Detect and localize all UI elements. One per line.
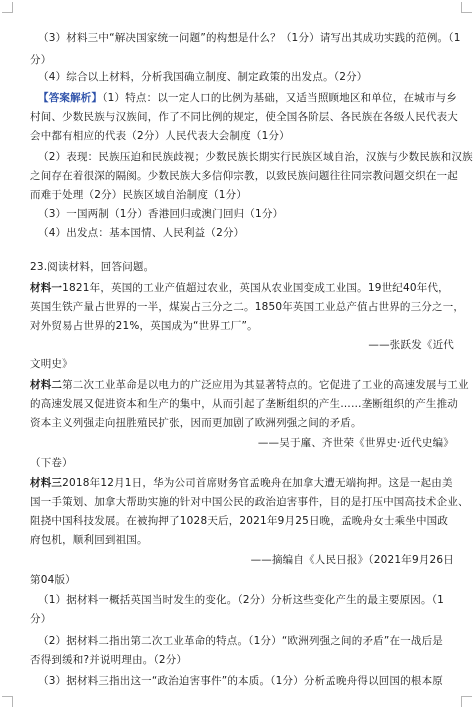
- question-23-heading: 23.阅读材料，回答问题。: [30, 261, 155, 273]
- sub-question-3: （3）据材料三指出这一“政治迫害事件”的本质。（1分）分析孟晚舟得以回国的根本原: [38, 675, 443, 687]
- material-3-line: 府包机，顺利回到祖国。: [30, 534, 148, 546]
- material-3-line: [30, 476, 454, 490]
- material-2-line: 的高速发展又促进资本和生产的集中，从而引起了垄断组织的产生……垄断组织的产生推动: [30, 398, 458, 410]
- answer-analysis-line: [38, 91, 457, 105]
- sub-question-1: （1）据材料一概括英国当时发生的变化。（2分）分析这些变化产生的最主要原因。（1: [38, 594, 445, 606]
- source-citation-cont: （下卷）: [30, 457, 73, 469]
- answer-text-line: （4）出发点：基本国情、人民利益（2分）: [38, 227, 245, 239]
- material-1-line: 对外贸易占世界的21%，英国成为“世界工厂”。: [30, 320, 258, 332]
- material-text: 1821年，英国的工业产值超过农业，英国从农业国变成工业国。19世纪40年代，: [62, 282, 449, 294]
- answer-text-line: 之间存在着很深的隔阂。少数民族大多信仰宗教，以致民族问题往往同宗教问题交织在一起: [30, 170, 458, 182]
- material-3-line: 阻挠中国科技发展。在被拘押了1028天后，2021年9月25日晚，孟晚舟女士乘坐中国政: [30, 515, 449, 527]
- question-3-line-cont: 分）: [30, 54, 52, 66]
- material-label: 材料三: [30, 477, 63, 489]
- source-citation: ——吴于廑、齐世荣《世界史·近代史编》: [257, 437, 454, 449]
- material-label: 材料二: [30, 379, 63, 391]
- material-1-line: 英国生铁产量占世界的一半，煤炭占三分之二。1850年英国工业总产值占世界的三分之一，: [30, 301, 465, 313]
- material-label: 材料一: [30, 282, 63, 294]
- source-citation-cont: 文明史》: [30, 358, 73, 370]
- material-1-line: [30, 281, 454, 295]
- source-citation: ——张跃发《近代: [368, 339, 454, 351]
- material-2-line: 资本主义列强走向扭胜殖民扩张，因而更加剧了欧洲列强之间的矛盾。: [30, 417, 362, 429]
- answer-text-line: 会中都有相应的代表（2分）人民代表大会制度（1分）: [30, 130, 290, 142]
- corner-mark-bottom-left: [2, 696, 13, 707]
- material-text: 第二次工业革命是以电力的广泛应用为其显著特点的。它促进了工业的高速发展与工业: [62, 379, 469, 391]
- answer-analysis-tag: 【答案解析】: [38, 92, 103, 104]
- source-citation-cont: 第04版）: [30, 574, 76, 586]
- answer-text-line: （2）表现：民族压迫和民族歧视；少数民族长期实行民族区域自治，汉族与少数民族和汉族: [38, 151, 473, 163]
- material-text: 2018年12月1日，华为公司首席财务官孟晚舟在加拿大遭无端拘押。这是一起由美: [62, 477, 453, 489]
- answer-text-line: 而难于处理（2分）民族区域自治制度（1分）: [30, 189, 248, 201]
- material-2-line: [30, 378, 469, 392]
- corner-mark-bottom-right: [461, 696, 472, 707]
- answer-text-line: （3）一国两制（1分）香港回归或澳门回归（1分）: [38, 208, 284, 220]
- sub-question-1-cont: 分）: [30, 613, 52, 625]
- sub-question-2: （2）据材料二指出第二次工业革命的特点。（1分）“欧洲列强之间的矛盾”在一战后是: [38, 635, 443, 647]
- corner-mark-top-left: [2, 2, 13, 13]
- question-3-line: （3）材料三中“解决国家统一问题”的构想是什么？（1分）请写出其成功实践的范例。（1: [38, 32, 461, 44]
- corner-mark-top-right: [461, 2, 472, 13]
- answer-text-line: 村间、少数民族与汉族间，作了不同比例的规定，使全国各阶层、各民族在各级人民代表大: [30, 111, 458, 123]
- sub-question-2-cont: 否得到缓和?并说明理由。（2分）: [30, 654, 188, 666]
- question-4-line: （4）综合以上材料，分析我国确立制度、制定政策的出发点。（2分）: [38, 71, 368, 83]
- source-citation: ——摘编自《人民日报》（2021年9月26日: [250, 554, 454, 566]
- answer-text: （1）特点：以一定人口的比例为基础，又适当照顾地区和单位，在城市与乡: [102, 92, 457, 104]
- material-3-line: 国一手策划、加拿大帮助实施的针对中国公民的政治迫害事件，目的是打压中国高技术企业、: [30, 496, 469, 508]
